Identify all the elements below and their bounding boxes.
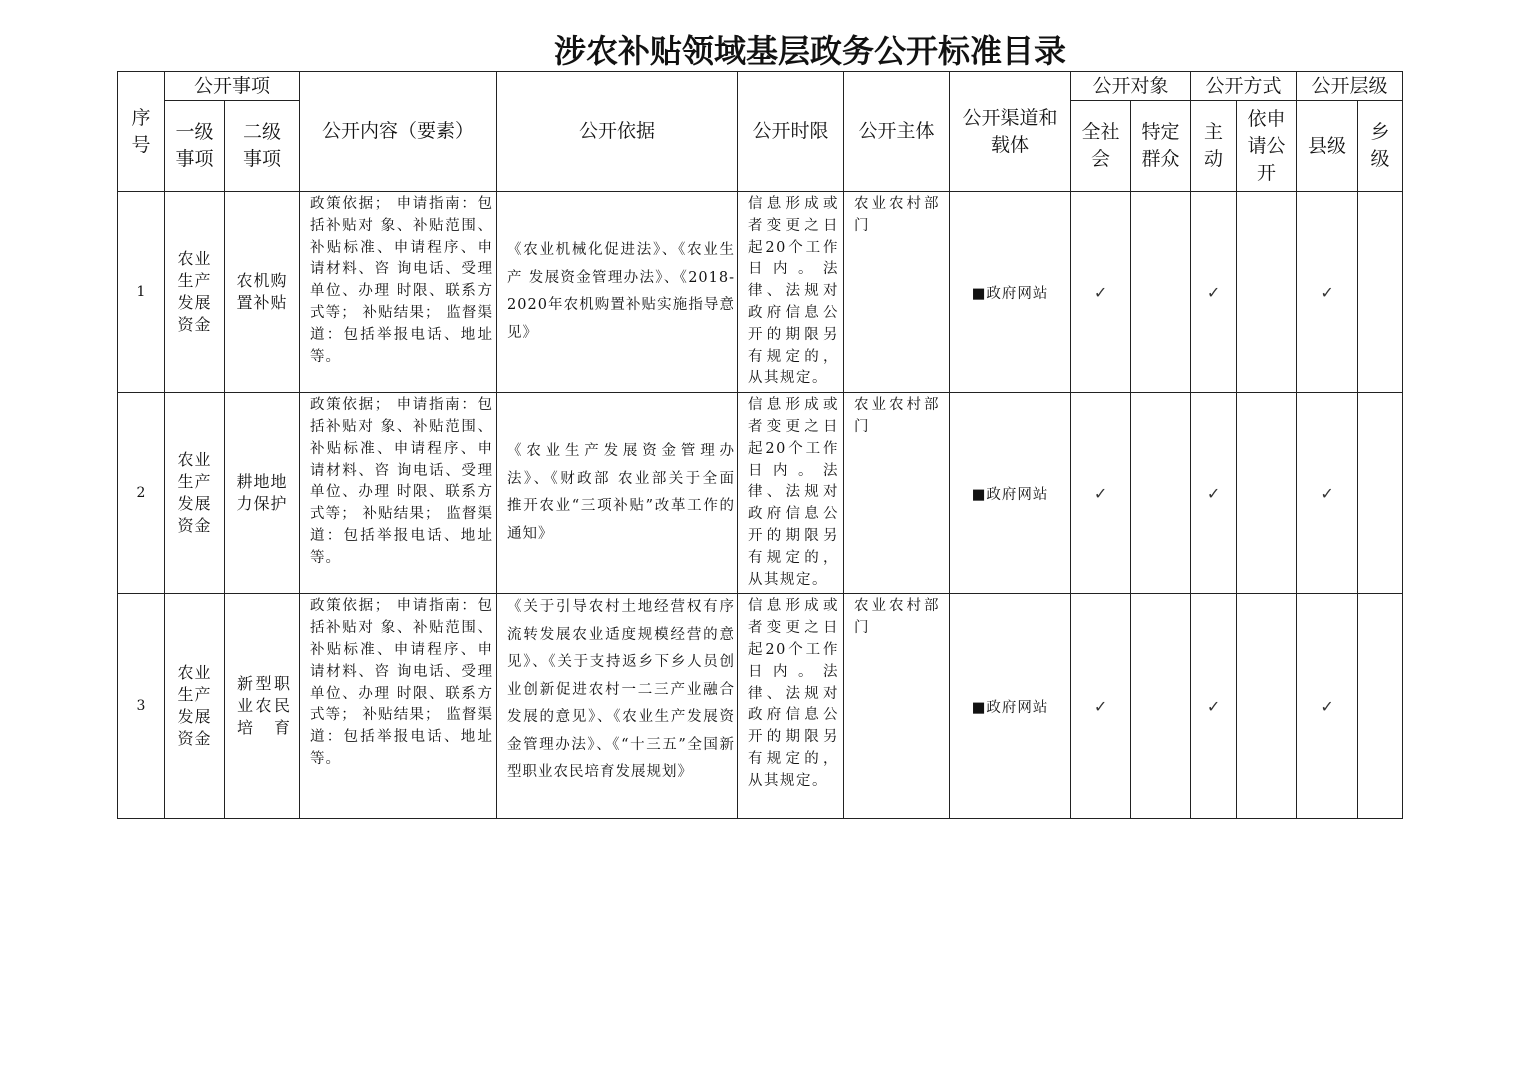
row-level-town-check: [1358, 192, 1403, 393]
row-subject: 农业农村部门: [844, 393, 950, 594]
row-basis: 《农业机械化促进法》、《农业生产 发展资金管理办法》、《2018-2020年农机购置补贴实施指导意见》: [497, 192, 738, 393]
row-basis: 《农业生产发展资金管理办 法》、《财政部 农业部关于全面 推开农业“三项补贴”改革工作的通知》: [497, 393, 738, 594]
row-level1: 农业生产发展资金: [165, 192, 225, 393]
row-channel: ■政府网站: [950, 594, 1071, 819]
row-time-limit: 信息形成或者变更之日起20个工作日内。法律、法规对政府信息公开的期限另有规定的，从其规定。: [738, 594, 844, 819]
header-mode-group: 公开方式: [1191, 72, 1297, 101]
header-level1: 一级事项: [165, 101, 225, 192]
header-target-all: 全社会: [1071, 101, 1131, 192]
row-seq: 1: [118, 192, 165, 393]
row-time-limit: 信息形成或者变更之日起20个工作日内。法律、法规对政府信息公开的期限另有规定的，从其规定。: [738, 393, 844, 594]
row-level-county-check: ✓: [1297, 192, 1358, 393]
row-level-county-check: ✓: [1297, 594, 1358, 819]
row-content: 政策依据； 申请指南：包括补贴对 象、补贴范围、补贴标准、申请程序、申请材料、咨 询电话、受理单位、办理 时限、联系方式等； 补贴结果； 监督渠道：包括举报电话、地址等。: [300, 594, 497, 819]
header-level-town: 乡级: [1358, 101, 1403, 192]
header-mode-active: 主动: [1191, 101, 1237, 192]
header-target-group: 公开对象: [1071, 72, 1191, 101]
row-channel: ■政府网站: [950, 393, 1071, 594]
row-mode-request-check: [1237, 594, 1297, 819]
row-mode-active-check: ✓: [1191, 192, 1237, 393]
table-row: [118, 393, 1403, 594]
row-level1: 农业生产发展资金: [165, 393, 225, 594]
header-channel: 公开渠道和载体: [950, 72, 1071, 192]
header-target-specific: 特定群众: [1131, 101, 1191, 192]
row-seq: 3: [118, 594, 165, 819]
row-level-town-check: [1358, 393, 1403, 594]
row-seq: 2: [118, 393, 165, 594]
catalog-table: [117, 71, 1403, 819]
row-target-all-check: ✓: [1071, 594, 1131, 819]
header-level2: 二级事项: [225, 101, 300, 192]
row-time-limit: 信息形成或者变更之日起20个工作日内。法律、法规对政府信息公开的期限另有规定的，从其规定。: [738, 192, 844, 393]
header-subject: 公开主体: [844, 72, 950, 192]
row-mode-active-check: ✓: [1191, 393, 1237, 594]
table-row: [118, 594, 1403, 819]
row-content: 政策依据； 申请指南：包括补贴对 象、补贴范围、补贴标准、申请程序、申请材料、咨 询电话、受理单位、办理 时限、联系方式等； 补贴结果； 监督渠道：包括举报电话、地址等。: [300, 393, 497, 594]
header-level-county: 县级: [1297, 101, 1358, 192]
row-mode-request-check: [1237, 192, 1297, 393]
row-mode-active-check: ✓: [1191, 594, 1237, 819]
row-content: 政策依据； 申请指南：包括补贴对 象、补贴范围、补贴标准、申请程序、申请材料、咨 询电话、受理单位、办理 时限、联系方式等； 补贴结果； 监督渠道：包括举报电话、地址等。: [300, 192, 497, 393]
row-target-all-check: ✓: [1071, 192, 1131, 393]
row-subject: 农业农村部门: [844, 594, 950, 819]
row-basis: 《关于引导农村土地经营权有序流转发展农业适度规模经营的意见》、《关于支持返乡下乡人员创业创新促进农村一二三产业融合发展的意见》、《农业生产发展资金管理办法》、《“十三五”全国新型职业农民培育发展规划》: [497, 594, 738, 819]
page-title: 涉农补贴领域基层政务公开标准目录: [553, 32, 1066, 70]
row-target-all-check: ✓: [1071, 393, 1131, 594]
table-row: [118, 192, 1403, 393]
row-target-specific-check: [1131, 393, 1191, 594]
row-level-town-check: [1358, 594, 1403, 819]
row-channel: ■政府网站: [950, 192, 1071, 393]
header-time-limit: 公开时限: [738, 72, 844, 192]
header-seq: 序号: [118, 72, 165, 192]
header-items-group: 公开事项: [165, 72, 300, 101]
row-level1: 农业生产发展资金: [165, 594, 225, 819]
header-group-row: [118, 72, 1403, 101]
header-content: 公开内容（要素）: [300, 72, 497, 192]
header-basis: 公开依据: [497, 72, 738, 192]
row-level2: 新型职业农民培育: [225, 594, 300, 819]
row-subject: 农业农村部门: [844, 192, 950, 393]
row-target-specific-check: [1131, 594, 1191, 819]
row-level2: 农机购置补贴: [225, 192, 300, 393]
row-mode-request-check: [1237, 393, 1297, 594]
row-level2: 耕地地力保护: [225, 393, 300, 594]
row-target-specific-check: [1131, 192, 1191, 393]
row-level-county-check: ✓: [1297, 393, 1358, 594]
header-level-group: 公开层级: [1297, 72, 1403, 101]
header-mode-request: 依申请公开: [1237, 101, 1297, 192]
